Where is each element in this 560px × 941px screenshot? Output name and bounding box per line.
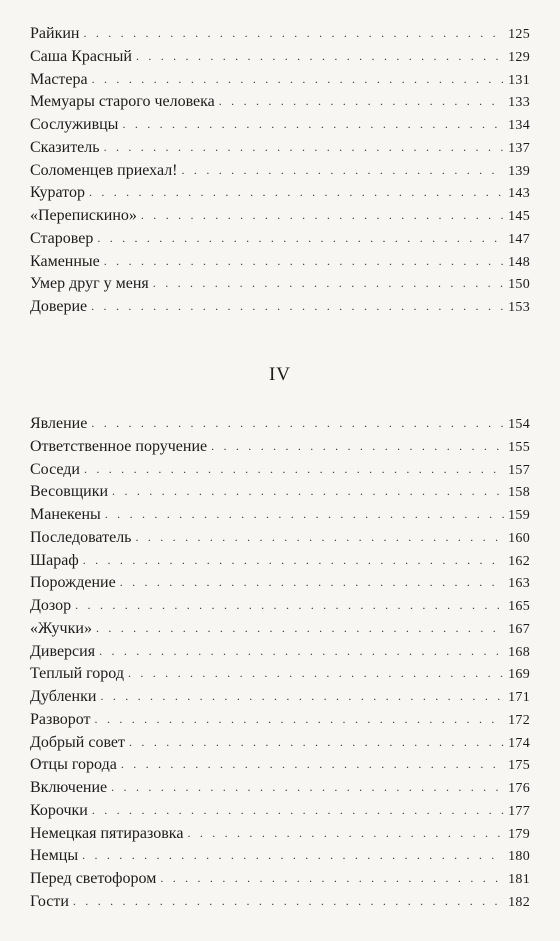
book-page	[30, 0, 530, 941]
toc-entry	[30, 709, 530, 732]
toc-entry-page-number: 172	[508, 712, 530, 728]
toc-entry-title: Гости	[30, 892, 69, 910]
toc-entry	[30, 800, 530, 823]
toc-entry-page-number: 158	[508, 485, 530, 501]
toc-entry-page-number: 131	[508, 72, 530, 88]
toc-entry-page-number: 181	[508, 872, 530, 887]
toc-entry-title: Ответственное поручение	[30, 437, 208, 455]
toc-entry	[30, 114, 530, 137]
toc-entry	[30, 91, 530, 114]
toc-leader-dots	[111, 776, 504, 799]
toc-entry	[30, 595, 530, 618]
toc-entry-title: Теплый город	[30, 665, 124, 683]
toc-entry	[30, 69, 530, 92]
toc-entry-title: Корочки	[30, 801, 88, 819]
toc-entry	[30, 481, 530, 504]
toc-entry-title: Порождение	[30, 574, 116, 592]
toc-leader-dots	[136, 45, 504, 68]
toc-entry	[30, 618, 530, 641]
toc-entry-page-number: 147	[508, 231, 530, 247]
toc-entry	[30, 550, 530, 573]
toc-leader-dots	[129, 731, 504, 754]
toc-leader-dots	[95, 708, 505, 731]
toc-leader-dots	[89, 181, 504, 204]
toc-entry	[30, 527, 530, 550]
toc-entry	[30, 296, 530, 319]
toc-entry-title: Отцы города	[30, 756, 117, 774]
toc-leader-dots	[153, 272, 504, 295]
toc-leader-dots	[121, 753, 504, 776]
toc-leader-dots	[91, 412, 504, 435]
toc-entry	[30, 436, 530, 459]
toc-entry-title: Мастера	[30, 70, 88, 88]
toc-entry-page-number: 137	[508, 140, 530, 156]
toc-leader-dots	[104, 250, 504, 273]
toc-entry-page-number: 139	[508, 163, 530, 179]
toc-entry	[30, 205, 530, 228]
toc-entry	[30, 823, 530, 846]
toc-entry	[30, 686, 530, 709]
toc-leader-dots	[120, 571, 504, 594]
toc-entry-title: Разворот	[30, 710, 91, 728]
toc-entry-page-number: 148	[508, 254, 530, 270]
toc-entry-page-number: 163	[508, 576, 530, 592]
toc-entry-page-number: 129	[508, 49, 530, 65]
toc-entry-title: Мемуары старого человека	[30, 93, 215, 111]
toc-entry-page-number: 134	[508, 118, 530, 133]
toc-entry-title: Саша Красный	[30, 47, 132, 65]
toc-entry-title: «Перепискино»	[30, 207, 137, 224]
toc-entry-title: Сказитель	[30, 138, 100, 156]
toc-entry	[30, 732, 530, 755]
toc-entry-page-number: 165	[508, 599, 530, 614]
toc-entry-page-number: 169	[508, 667, 530, 683]
toc-entry-title: Куратор	[30, 184, 85, 202]
toc-entry	[30, 46, 530, 69]
toc-leader-dots	[211, 435, 504, 458]
toc-entry-page-number: 154	[508, 417, 530, 432]
toc-entry-title: Соломенцев приехал!	[30, 161, 178, 179]
toc-entry-title: Перед светофором	[30, 870, 157, 887]
toc-entry-page-number: 179	[508, 826, 530, 842]
toc-entry-title: Дубленки	[30, 688, 97, 705]
toc-leader-dots	[160, 867, 504, 890]
toc-entry	[30, 413, 530, 436]
section-heading: IV	[268, 364, 292, 385]
toc-entry-page-number: 167	[508, 621, 530, 637]
toc-entry-title: Немцы	[30, 847, 79, 865]
toc-leader-dots	[83, 22, 504, 45]
toc-entry-page-number: 150	[508, 277, 530, 293]
toc-entry-title: Явление	[30, 415, 88, 432]
toc-entry	[30, 845, 530, 868]
toc-entry-page-number: 157	[508, 462, 530, 478]
toc-entry-title: Немецкая пятиразовка	[30, 824, 184, 842]
toc-leader-dots	[91, 295, 504, 318]
toc-entry-page-number: 160	[508, 530, 530, 546]
toc-entry-title: Дозор	[30, 597, 72, 614]
toc-entry	[30, 572, 530, 595]
toc-entry-page-number: 153	[508, 300, 530, 315]
toc-leader-dots	[182, 159, 505, 182]
toc-entry	[30, 228, 530, 251]
toc-entry	[30, 641, 530, 664]
toc-leader-dots	[105, 503, 504, 526]
toc-entry-title: Шараф	[30, 551, 79, 569]
toc-entry	[30, 251, 530, 274]
toc-entry	[30, 23, 530, 46]
toc-leader-dots	[84, 458, 504, 481]
toc-entry-title: Соседи	[30, 460, 80, 478]
toc-leader-dots	[187, 822, 504, 845]
toc-entry-page-number: 155	[508, 439, 530, 455]
toc-leader-dots	[83, 549, 504, 572]
toc-leader-dots	[92, 68, 504, 91]
toc-entry-title: Умер друг у меня	[30, 275, 149, 293]
toc-entry-page-number: 133	[508, 95, 530, 111]
toc-entry-title: Последователь	[30, 528, 132, 546]
toc-entry-title: Райкин	[30, 25, 80, 42]
toc-entry-title: Манекены	[30, 506, 101, 523]
toc-entry-page-number: 171	[508, 690, 530, 705]
toc-entry-title: Включение	[30, 779, 108, 796]
toc-section-3	[30, 23, 530, 319]
toc-entry	[30, 137, 530, 160]
toc-entry-page-number: 182	[508, 894, 530, 910]
toc-leader-dots	[219, 90, 504, 113]
toc-leader-dots	[141, 204, 504, 227]
toc-leader-dots	[128, 662, 504, 685]
toc-entry	[30, 504, 530, 527]
toc-entry-page-number: 177	[508, 803, 530, 819]
toc-entry	[30, 754, 530, 777]
toc-entry-page-number: 168	[508, 644, 530, 660]
toc-leader-dots	[99, 640, 504, 663]
toc-section-4	[30, 413, 530, 914]
toc-entry-page-number: 162	[508, 553, 530, 569]
toc-entry	[30, 663, 530, 686]
toc-leader-dots	[96, 617, 504, 640]
toc-leader-dots	[135, 526, 504, 549]
toc-entry-page-number: 176	[508, 781, 530, 796]
toc-entry	[30, 868, 530, 891]
toc-entry-title: Добрый совет	[30, 733, 126, 751]
toc-entry	[30, 459, 530, 482]
toc-entry-title: «Жучки»	[30, 619, 92, 637]
toc-entry	[30, 160, 530, 183]
toc-entry-page-number: 175	[508, 758, 530, 774]
toc-leader-dots	[112, 480, 504, 503]
toc-leader-dots	[97, 227, 504, 250]
toc-entry-page-number: 143	[508, 186, 530, 202]
toc-leader-dots	[100, 685, 504, 708]
toc-entry-page-number: 145	[508, 209, 530, 224]
toc-entry	[30, 891, 530, 914]
toc-entry	[30, 182, 530, 205]
toc-entry-page-number: 125	[508, 27, 530, 42]
toc-entry	[30, 273, 530, 296]
toc-leader-dots	[75, 594, 504, 617]
toc-leader-dots	[104, 136, 505, 159]
toc-entry-title: Сослуживцы	[30, 116, 119, 133]
toc-entry-page-number: 180	[508, 849, 530, 865]
toc-entry-title: Весовщики	[30, 483, 109, 501]
toc-leader-dots	[73, 890, 504, 913]
toc-entry-title: Доверие	[30, 298, 88, 315]
toc-leader-dots	[92, 799, 504, 822]
toc-leader-dots	[122, 113, 504, 136]
toc-entry	[30, 777, 530, 800]
toc-entry-title: Каменные	[30, 252, 100, 270]
toc-entry-title: Диверсия	[30, 642, 96, 660]
toc-entry-page-number: 159	[508, 508, 530, 523]
toc-entry-page-number: 174	[508, 735, 530, 751]
toc-entry-title: Старовер	[30, 229, 94, 247]
toc-leader-dots	[82, 844, 504, 867]
